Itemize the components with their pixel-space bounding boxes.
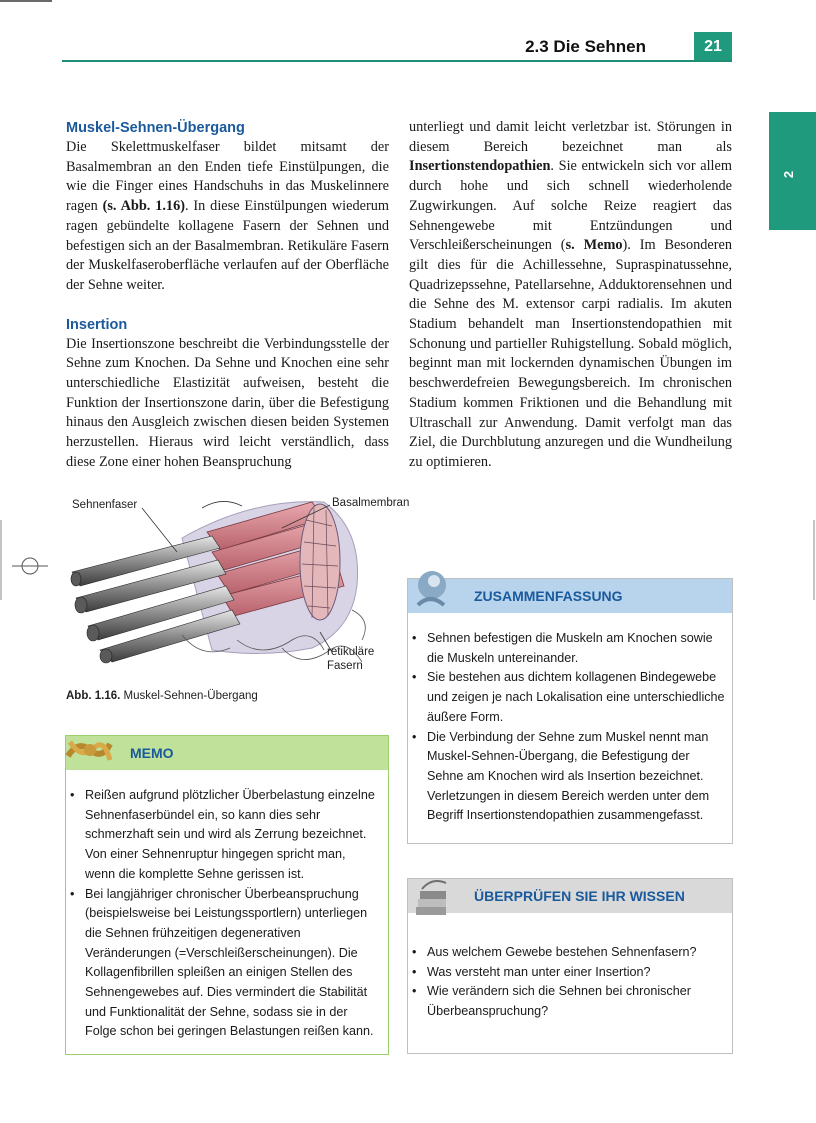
question-item: • Was versteht man unter einer Insertion? [408,963,726,983]
summary-icon [410,565,452,613]
knot-icon [64,730,114,770]
figure-reference: (s. Abb. 1.16) [102,198,185,215]
knowledge-check-box [407,878,733,1054]
memo-box [65,735,389,1055]
corner-crop-line [0,0,52,2]
term-insertionstendopathien: Insertionstendopathien [409,158,551,175]
memo-title: MEMO [66,736,388,770]
memo-item-continuation: Von einer Sehnenruptur hingegen spricht man, wenn die komplette Sehne gerissen ist. [85,847,346,881]
chapter-tab-label: 2 [781,170,797,179]
header-rule [62,60,732,62]
crop-mark-left [0,520,60,620]
section-title: 2.3 Die Sehnen [525,37,646,56]
memo-list [66,786,378,1042]
page-number: 21 [694,32,732,61]
paragraph-muscle-tendon-junction: Die Skelettmuskelfaser bildet mitsamt der Basalmembran an den Enden tiefe Einstülpungen, die wie die Finger eines Handschuhs in das Muskelinnere ragen (s. Abb. 1.16). In diese Einstülpungen wiederum ragen gebündelte kollagene Fasern der Sehnen und befestigen sich an der Basalmembran. Retikuläre Fasern der Muskelfaseroberfläche verlaufen auf der Oberfläche der Sehne weiter. [66,139,390,293]
question-item: • Aus welchem Gewebe bestehen Sehnenfasern? [408,943,726,963]
summary-item: • Sie bestehen aus dichtem kollagenen Bindegewebe und zeigen je nach Lokalisation eine unterschiedliche äußere Form. [408,668,726,727]
books-icon [412,877,454,923]
paragraph-insertion-continued: unterliegt und damit leicht verletzbar ist. Störungen in diesem Bereich bezeichnet man als Insertionstendopathien. Sie entwickeln sich vor allem durch hohe und sich schnell wiederholende Zugwirkungen. Auf solche Reize reagiert das Sehnengewebe mit Entzündungen und Verschleißerscheinungen (s. Memo). Im Besonderen gilt dies für die Achillessehne, Supraspinatussehne, Quadrizepssehne, Patellarsehne, Adduktorensehnen und die Sehne des M. extensor carpi radialis. Im akuten Stadium behandelt man Insertionstendopathien mit Schonung und partieller Ruhigstellung. Sobald möglich, beginnt man mit lockernden dynamischen Übungen im beschwerdefreien Bewegungsbereich. Im chronischen Stadium kommen Friktionen und die Behandlung mit Ultraschall zur Anwendung. Damit verfolgt man das Ziel, die Durchblutung anzuregen und die Wundheilung zu optimieren. [409,119,733,470]
right-column [409,118,732,473]
label-fasern: Fasern [327,660,363,672]
caption-number: Abb. 1.16. [66,690,121,702]
summary-box [407,578,733,844]
summary-title: ZUSAMMENFASSUNG [408,579,732,613]
question-item: • Wie verändern sich die Sehnen bei chronischer Überbeanspruchung? [408,982,726,1021]
caption-text: Muskel-Sehnen-Übergang [120,690,258,702]
left-column [66,118,389,473]
summary-item: • Die Verbindung der Sehne zum Muskel nennt man Muskel-Sehnen-Übergang, die Befestigung der Sehne am Knochen wird als Insertion bezeichnet. Verletzungen in diesem Bereich werden unter dem Begriff Insertionstendopathien zusammengefasst. [408,728,726,827]
knowledge-check-title: ÜBERPRÜFEN SIE IHR WISSEN [408,879,732,913]
label-sehnenfaser: Sehnenfaser [72,499,138,511]
crop-mark-right [812,520,816,600]
chapter-tab [769,112,816,230]
knowledge-check-list [408,943,726,1022]
figure-caption [66,690,258,702]
label-retikulaere: retikuläre [327,646,375,658]
heading-insertion: Insertion [66,316,128,333]
figure-muscle-tendon-junction [62,490,412,680]
paragraph-insertion: Die Insertionszone beschreibt die Verbindungsstelle der Sehne zum Knochen. Da Sehne und Knochen eine sehr unterschiedliche Elastizität aufweisen, besteht die Funktion der Insertionszone darin, über die Befestigung hinaus den Ausgleich zwischen diesen beiden Systemen herzustellen. Hieraus wird leicht verständlich, dass diese Zone einer hohen Beanspruchung [66,335,389,470]
memo-item: • Reißen aufgrund plötzlicher Überbelastung einzelne Sehnenfaserbündel ein, so kann dies sehr schmerzhaft sein und wird als Zerrung bezeichnet. [66,786,378,845]
summary-item: • Sehnen befestigen die Muskeln am Knochen sowie die Muskeln untereinander. [408,629,726,668]
label-basalmembran: Basalmembran [332,497,410,509]
heading-muscle-tendon-junction: Muskel-Sehnen-Übergang [66,120,245,136]
memo-reference: s. Memo [565,237,623,254]
memo-item: • Bei langjähriger chronischer Überbeanspruchung (beispielsweise bei Leistungssportlern) unterliegen die Sehnen frühzeitigen degenerativen Veränderungen (=Verschleißerscheinungen). Die Kollagenfibrillen spleißen an einigen Stellen des Sehnengewebes auf. Dies vermindert die Stabilität und Funktionalität der Sehne, sodass sie in der Folge schon bei geringen Belastungen reißen kann. [66,885,378,1043]
summary-list [408,629,726,826]
